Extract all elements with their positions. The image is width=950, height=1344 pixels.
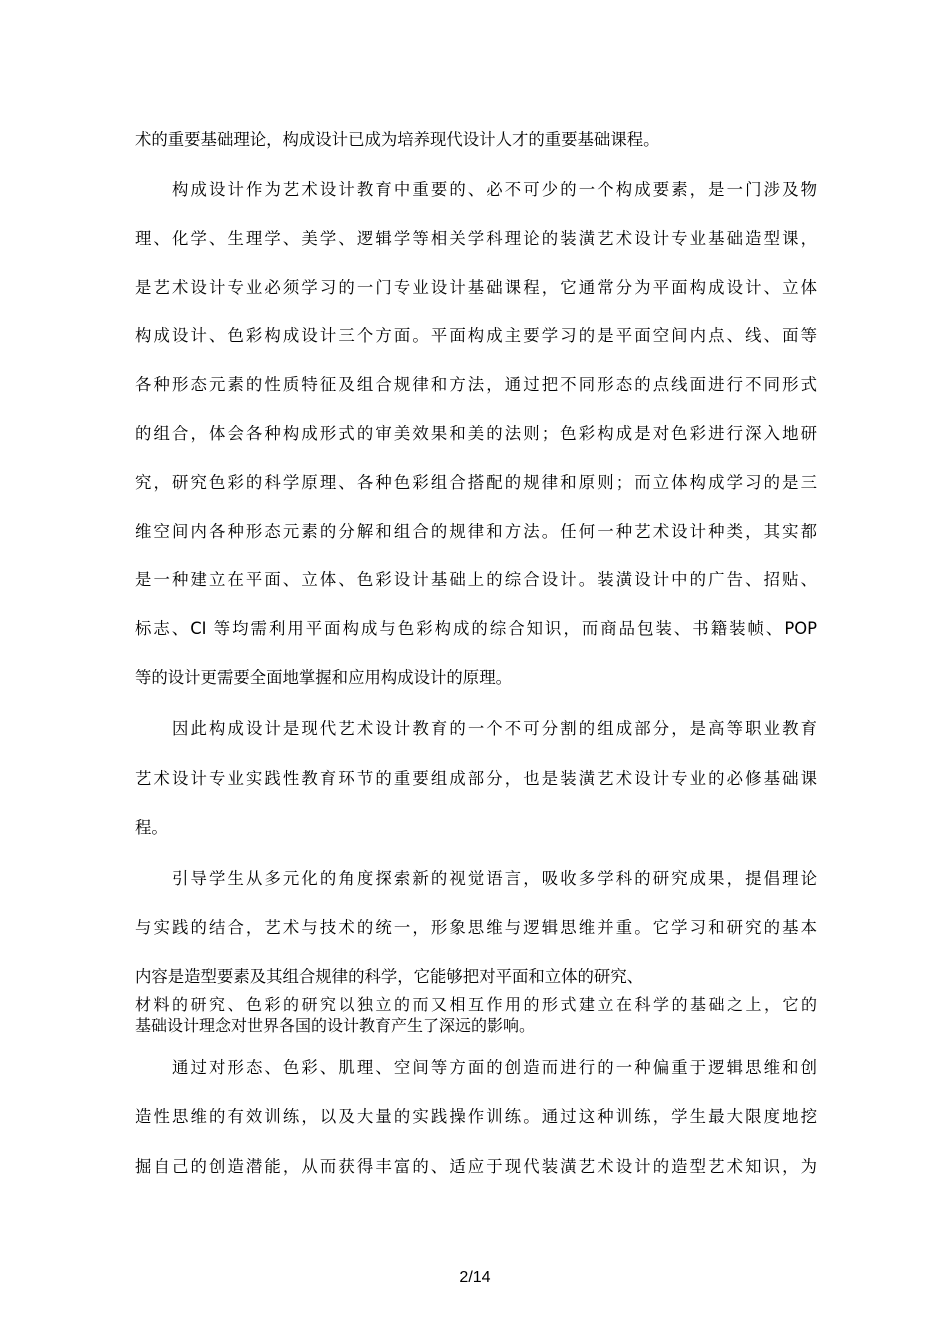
text-line: 通过对形态、色彩、肌理、空间等方面的创造而进行的一种偏重于逻辑思维和创 <box>172 1058 817 1077</box>
text-line: 是一种建立在平面、立体、色彩设计基础上的综合设计。装潢设计中的广告、招贴、 <box>135 570 817 589</box>
text-line: 构成设计作为艺术设计教育中重要的、必不可少的一个构成要素，是一门涉及物 <box>172 180 817 199</box>
text-line: 掘自己的创造潜能，从而获得丰富的、适应于现代装潢艺术设计的造型艺术知识，为 <box>135 1157 817 1176</box>
text-line: 的组合，体会各种构成形式的审美效果和美的法则；色彩构成是对色彩进行深入地研 <box>135 424 817 443</box>
text-line: 理、化学、生理学、美学、逻辑学等相关学科理论的装潢艺术设计专业基础造型课， <box>135 229 817 248</box>
text-line: 程。 <box>135 818 168 837</box>
text-line: 构成设计、色彩构成设计三个方面。平面构成主要学习的是平面空间内点、线、面等 <box>135 326 817 345</box>
text-line: 内容是造型要素及其组合规律的科学，它能够把对平面和立体的研究、 <box>135 967 644 986</box>
text-line: 各种形态元素的性质特征及组合规律和方法，通过把不同形态的点线面进行不同形式 <box>135 375 817 394</box>
text-line: 等的设计更需要全面地掌握和应用构成设计的原理。 <box>135 668 512 687</box>
page-number: 2/14 <box>459 1269 491 1286</box>
text-line: 术的重要基础理论，构成设计已成为培养现代设计人才的重要基础课程。 <box>135 130 660 149</box>
text-line: 造性思维的有效训练，以及大量的实践操作训练。通过这种训练，学生最大限度地挖 <box>135 1107 817 1126</box>
text-line: 材料的研究、色彩的研究以独立的而又相互作用的形式建立在科学的基础之上，它的 <box>135 995 817 1014</box>
text-line: 引导学生从多元化的角度探索新的视觉语言，吸收多学科的研究成果，提倡理论 <box>172 869 817 888</box>
text-line: 因此构成设计是现代艺术设计教育的一个不可分割的组成部分，是高等职业教育 <box>172 719 817 738</box>
text-line: 究，研究色彩的科学原理、各种色彩组合搭配的规律和原则；而立体构成学习的是三 <box>135 473 817 492</box>
text-line: 艺术设计专业实践性教育环节的重要组成部分，也是装潢艺术设计专业的必修基础课 <box>135 769 817 788</box>
text-line: 标志、CI 等均需利用平面构成与色彩构成的综合知识，而商品包装、书籍装帧、POP <box>135 619 817 638</box>
text-line: 基础设计理念对世界各国的设计教育产生了深远的影响。 <box>135 1016 536 1035</box>
text-line: 维空间内各种形态元素的分解和组合的规律和方法。任何一种艺术设计种类，其实都 <box>135 522 817 541</box>
text-line: 是艺术设计专业必须学习的一门专业设计基础课程，它通常分为平面构成设计、立体 <box>135 278 817 297</box>
text-line: 与实践的结合，艺术与技术的统一，形象思维与逻辑思维并重。它学习和研究的基本 <box>135 918 817 937</box>
